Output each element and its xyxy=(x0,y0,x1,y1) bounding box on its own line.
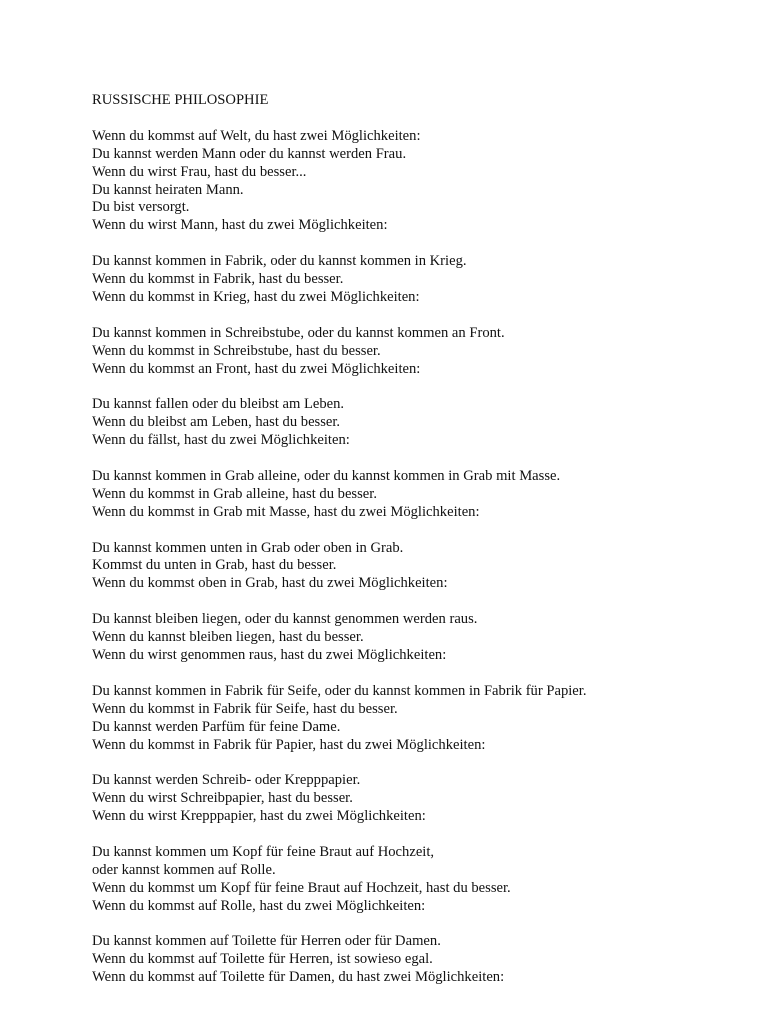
document-body xyxy=(92,92,752,1005)
stanza xyxy=(92,396,752,450)
text-line: Wenn du kommst in Krieg, hast du zwei Möglichkeiten: xyxy=(92,288,420,305)
text-line: Du kannst werden Mann oder du kannst werden Frau. xyxy=(92,145,407,162)
document-title: RUSSISCHE PHILOSOPHIE xyxy=(92,92,269,108)
text-line: Wenn du kommst in Fabrik für Seife, hast du besser. xyxy=(92,700,398,717)
text-line: Wenn du wirst Frau, hast du besser... xyxy=(92,163,307,180)
stanza xyxy=(92,468,752,522)
text-line: Wenn du kommst in Grab mit Masse, hast du zwei Möglichkeiten: xyxy=(92,503,480,520)
text-line: Wenn du kommst auf Welt, du hast zwei Möglichkeiten: xyxy=(92,127,421,144)
text-line: Wenn du kommst auf Toilette für Damen, du hast zwei Möglichkeiten: xyxy=(92,969,505,986)
stanza-list xyxy=(92,128,752,987)
stanza xyxy=(92,128,752,235)
text-line: Du kannst kommen um Kopf für feine Braut auf Hochzeit, xyxy=(92,843,435,860)
text-line: Wenn du wirst Mann, hast du zwei Möglichkeiten: xyxy=(92,217,388,234)
text-line: Wenn du wirst genommen raus, hast du zwei Möglichkeiten: xyxy=(92,646,447,663)
text-line: Du kannst bleiben liegen, oder du kannst genommen werden raus. xyxy=(92,611,478,628)
text-line: Du bist versorgt. xyxy=(92,199,190,216)
text-line: Kommst du unten in Grab, hast du besser. xyxy=(92,557,337,574)
text-line: oder kannst kommen auf Rolle. xyxy=(92,861,276,878)
text-line: Du kannst werden Parfüm für feine Dame. xyxy=(92,718,341,735)
text-line: Wenn du fällst, hast du zwei Möglichkeiten: xyxy=(92,432,350,449)
text-line: Wenn du kommst um Kopf für feine Braut auf Hochzeit, hast du besser. xyxy=(92,879,511,896)
text-line: Wenn du kommst in Fabrik für Papier, hast du zwei Möglichkeiten: xyxy=(92,736,486,753)
text-line: Wenn du wirst Schreibpapier, hast du besser. xyxy=(92,790,353,807)
text-line: Wenn du kommst in Schreibstube, hast du besser. xyxy=(92,342,381,359)
text-line: Wenn du kommst in Fabrik, hast du besser. xyxy=(92,271,344,288)
stanza xyxy=(92,540,752,594)
text-line: Wenn du kommst oben in Grab, hast du zwei Möglichkeiten: xyxy=(92,575,448,592)
stanza xyxy=(92,253,752,307)
stanza xyxy=(92,611,752,665)
text-line: Du kannst kommen in Grab alleine, oder du kannst kommen in Grab mit Masse. xyxy=(92,467,561,484)
stanza xyxy=(92,325,752,379)
text-line: Du kannst heiraten Mann. xyxy=(92,181,244,198)
text-line: Wenn du kommst auf Toilette für Herren, ist sowieso egal. xyxy=(92,951,433,968)
text-line: Du kannst kommen in Fabrik, oder du kannst kommen in Krieg. xyxy=(92,253,467,270)
text-line: Du kannst werden Schreib- oder Krepppapier. xyxy=(92,772,361,789)
text-line: Du kannst kommen in Schreibstube, oder du kannst kommen an Front. xyxy=(92,324,505,341)
text-line: Du kannst kommen unten in Grab oder oben in Grab. xyxy=(92,539,404,556)
stanza xyxy=(92,772,752,826)
stanza xyxy=(92,844,752,916)
stanza xyxy=(92,933,752,987)
text-line: Wenn du kommst an Front, hast du zwei Möglichkeiten: xyxy=(92,360,421,377)
text-line: Wenn du wirst Krepppapier, hast du zwei Möglichkeiten: xyxy=(92,808,426,825)
text-line: Wenn du bleibst am Leben, hast du besser. xyxy=(92,414,341,431)
text-line: Wenn du kannst bleiben liegen, hast du besser. xyxy=(92,629,364,646)
stanza xyxy=(92,683,752,755)
text-line: Wenn du kommst in Grab alleine, hast du besser. xyxy=(92,485,377,502)
text-line: Wenn du kommst auf Rolle, hast du zwei Möglichkeiten: xyxy=(92,897,426,914)
text-line: Du kannst kommen in Fabrik für Seife, oder du kannst kommen in Fabrik für Papier. xyxy=(92,682,587,699)
text-line: Du kannst kommen auf Toilette für Herren oder für Damen. xyxy=(92,933,441,950)
text-line: Du kannst fallen oder du bleibst am Leben. xyxy=(92,396,345,413)
